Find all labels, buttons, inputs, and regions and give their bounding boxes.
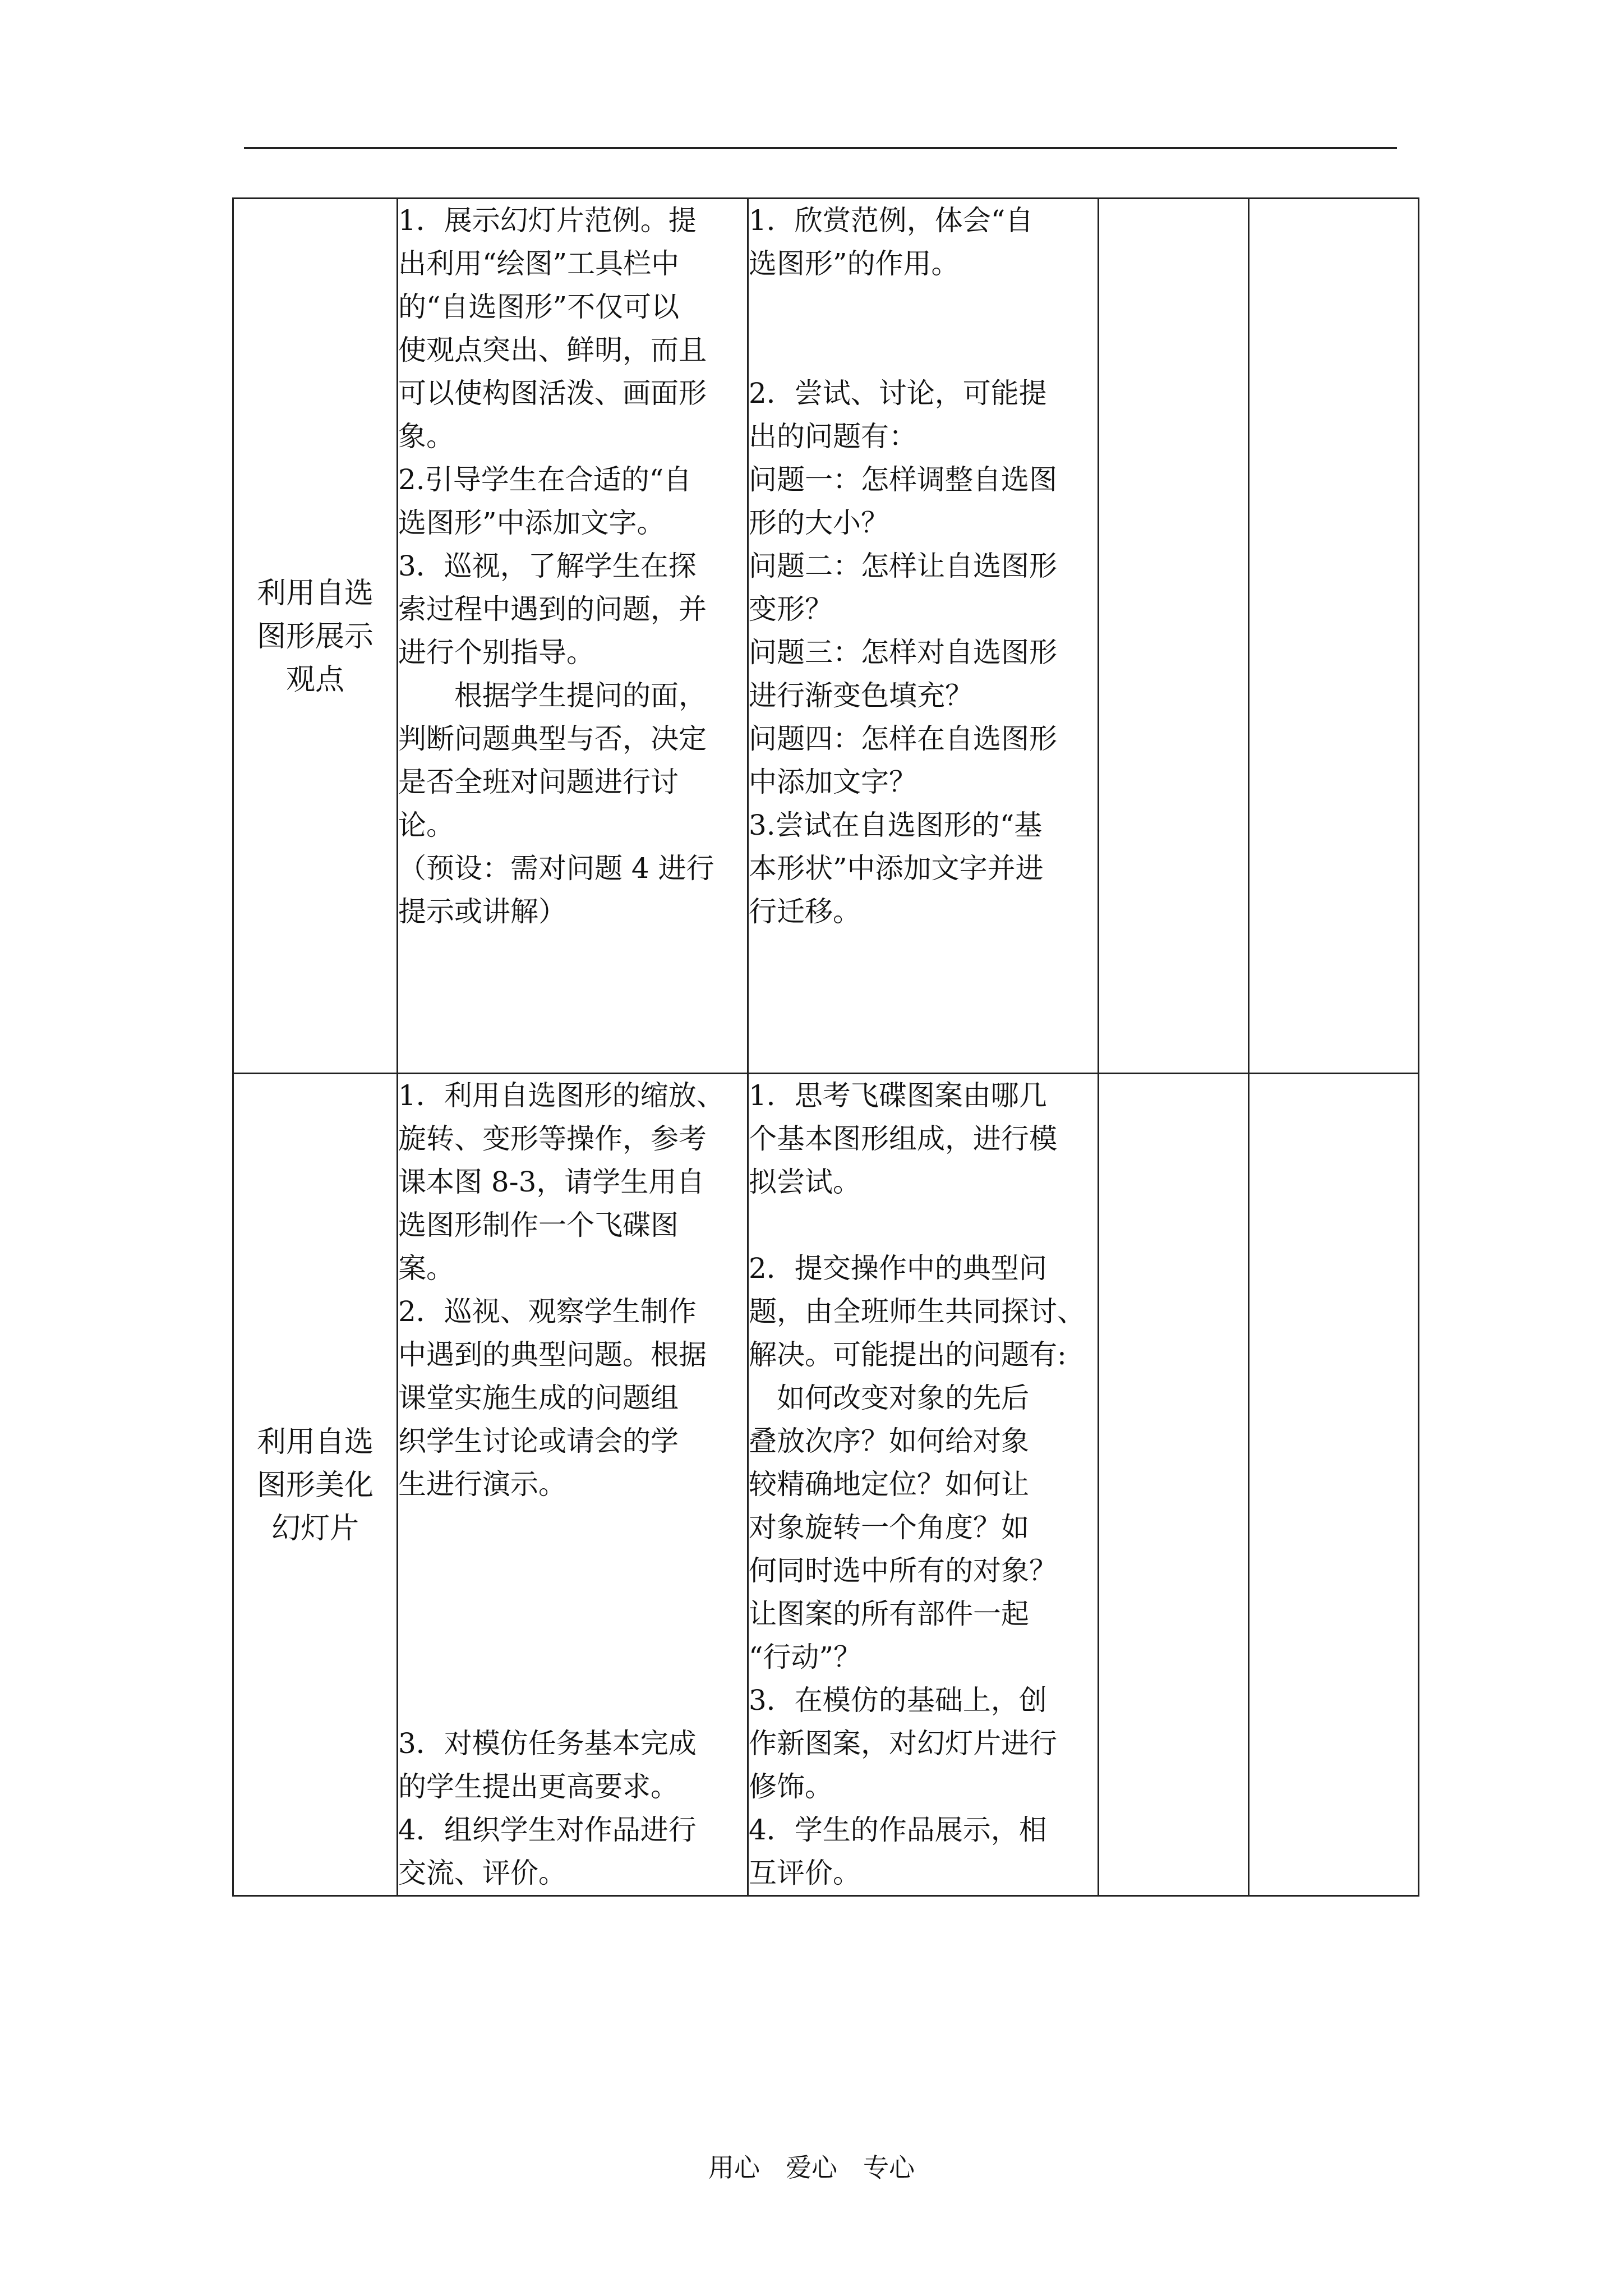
text-line: 行迁移。 [749, 895, 861, 928]
text-line: 4．组织学生对作品进行 [398, 1814, 697, 1846]
blank-line [398, 1679, 747, 1722]
topic-line: 图形美化 [256, 1469, 374, 1502]
text-line: 叠放次序？如何给对象 [749, 1425, 1029, 1457]
text-line: 个基本图形组成，进行模 [749, 1122, 1057, 1155]
student-activity-cell [748, 199, 1099, 1074]
text-line: 2．巡视、观察学生制作 [398, 1295, 697, 1328]
text-line: 2．尝试、讨论，可能提 [749, 377, 1047, 409]
text-line: 本形状”中添加文字并进 [749, 852, 1044, 885]
empty-cell [1249, 1074, 1419, 1896]
text-line: 中遇到的典型问题。根据 [398, 1338, 707, 1371]
text-line: 问题一：怎样调整自选图 [749, 463, 1057, 496]
text-line: 1．思考飞碟图案由哪几 [749, 1079, 1047, 1112]
text-line: 根据学生提问的面， [398, 679, 707, 712]
student-activity-cell [748, 1074, 1099, 1896]
text-line: 1．展示幻灯片范例。提 [398, 204, 697, 237]
text-line: 修饰。 [749, 1770, 833, 1803]
text-line: 如何改变对象的先后 [749, 1382, 1029, 1414]
text-line: 问题四：怎样在自选图形 [749, 723, 1057, 755]
text-line: 象。 [398, 420, 454, 453]
topic-cell [233, 1074, 398, 1896]
text-line: 提示或讲解） [398, 895, 566, 928]
text-line: 织学生讨论或请会的学 [398, 1425, 679, 1457]
text-line: 1．利用自选图形的缩放、 [398, 1079, 725, 1112]
text-line: 3．对模仿任务基本完成 [398, 1727, 697, 1760]
text-line: 较精确地定位？如何让 [749, 1468, 1029, 1501]
table-row [233, 1074, 1419, 1896]
text-line: 问题三：怎样对自选图形 [749, 636, 1057, 669]
blank-line [398, 1506, 747, 1549]
topic-cell [233, 199, 398, 1074]
text-line: 案。 [398, 1252, 454, 1285]
text-line: 互评价。 [749, 1857, 861, 1889]
topic-line: 观点 [285, 663, 344, 697]
blank-line [749, 1204, 1098, 1247]
text-line: 论。 [398, 809, 454, 841]
text-line: 可以使构图活泼、画面形 [398, 377, 707, 409]
text-line: 选图形”的作用。 [749, 247, 960, 280]
text-line: 2.引导学生在合适的“自 [398, 463, 692, 496]
teacher-activity-cell [398, 1074, 748, 1896]
text-line: 的“自选图形”不仅可以 [398, 291, 680, 323]
text-line: 课本图 8-3，请学生用自 [398, 1166, 705, 1198]
blank-line [749, 329, 1098, 372]
text-line: 变形？ [749, 593, 833, 625]
text-line: 拟尝试。 [749, 1166, 861, 1198]
teacher-activity-cell [398, 199, 748, 1074]
text-line: 索过程中遇到的问题，并 [398, 593, 707, 625]
header-rule [244, 147, 1397, 149]
text-line: 作新图案，对幻灯片进行 [749, 1727, 1057, 1760]
text-line: 3．在模仿的基础上，创 [749, 1684, 1047, 1717]
blank-line [398, 1636, 747, 1679]
text-line: 对象旋转一个角度？如 [749, 1511, 1029, 1544]
page-footer: 用心 爱心 专心 [708, 2152, 915, 2183]
text-line: 进行渐变色填充？ [749, 679, 973, 712]
text-line: 出的问题有： [749, 420, 917, 453]
text-line: 课堂实施生成的问题组 [398, 1382, 679, 1414]
text-line: 3.尝试在自选图形的“基 [749, 809, 1043, 841]
text-line: 交流、评价。 [398, 1857, 566, 1889]
text-line: 解决。可能提出的问题有: [749, 1338, 1067, 1371]
text-line: 是否全班对问题进行讨 [398, 766, 679, 798]
text-line: 形的大小？ [749, 507, 889, 539]
lesson-plan-table [232, 197, 1419, 1897]
topic-line: 利用自选 [256, 577, 374, 610]
text-line: 2．提交操作中的典型问 [749, 1252, 1047, 1285]
text-line: 1．欣赏范例，体会“自 [749, 204, 1034, 237]
text-line: 问题二：怎样让自选图形 [749, 550, 1057, 582]
topic-line: 利用自选 [256, 1425, 374, 1459]
table-row [233, 199, 1419, 1074]
text-line: 选图形制作一个飞碟图 [398, 1209, 679, 1241]
text-line: 题，由全班师生共同探讨、 [749, 1295, 1085, 1328]
text-line: 判断问题典型与否，决定 [398, 723, 707, 755]
text-line: 3．巡视，了解学生在探 [398, 550, 697, 582]
text-line: 中添加文字？ [749, 766, 917, 798]
text-line: 旋转、变形等操作，参考 [398, 1122, 707, 1155]
text-line: （预设：需对问题 4 进行 [398, 852, 714, 885]
text-line: 让图案的所有部件一起 [749, 1598, 1029, 1630]
blank-line [398, 1593, 747, 1636]
empty-cell [1099, 199, 1249, 1074]
text-line: 4．学生的作品展示，相 [749, 1814, 1047, 1846]
empty-cell [1099, 1074, 1249, 1896]
topic-line: 图形展示 [256, 620, 374, 654]
text-line: “行动”？ [749, 1641, 862, 1673]
text-line: 何同时选中所有的对象？ [749, 1554, 1057, 1587]
blank-line [398, 1549, 747, 1593]
topic-line: 幻灯片 [271, 1512, 359, 1545]
text-line: 出利用“绘图”工具栏中 [398, 247, 680, 280]
text-line: 使观点突出、鲜明，而且 [398, 334, 707, 366]
empty-cell [1249, 199, 1419, 1074]
text-line: 的学生提出更高要求。 [398, 1770, 679, 1803]
text-line: 进行个别指导。 [398, 636, 594, 669]
text-line: 生进行演示。 [398, 1468, 566, 1501]
text-line: 选图形”中添加文字。 [398, 507, 665, 539]
blank-line [749, 286, 1098, 329]
